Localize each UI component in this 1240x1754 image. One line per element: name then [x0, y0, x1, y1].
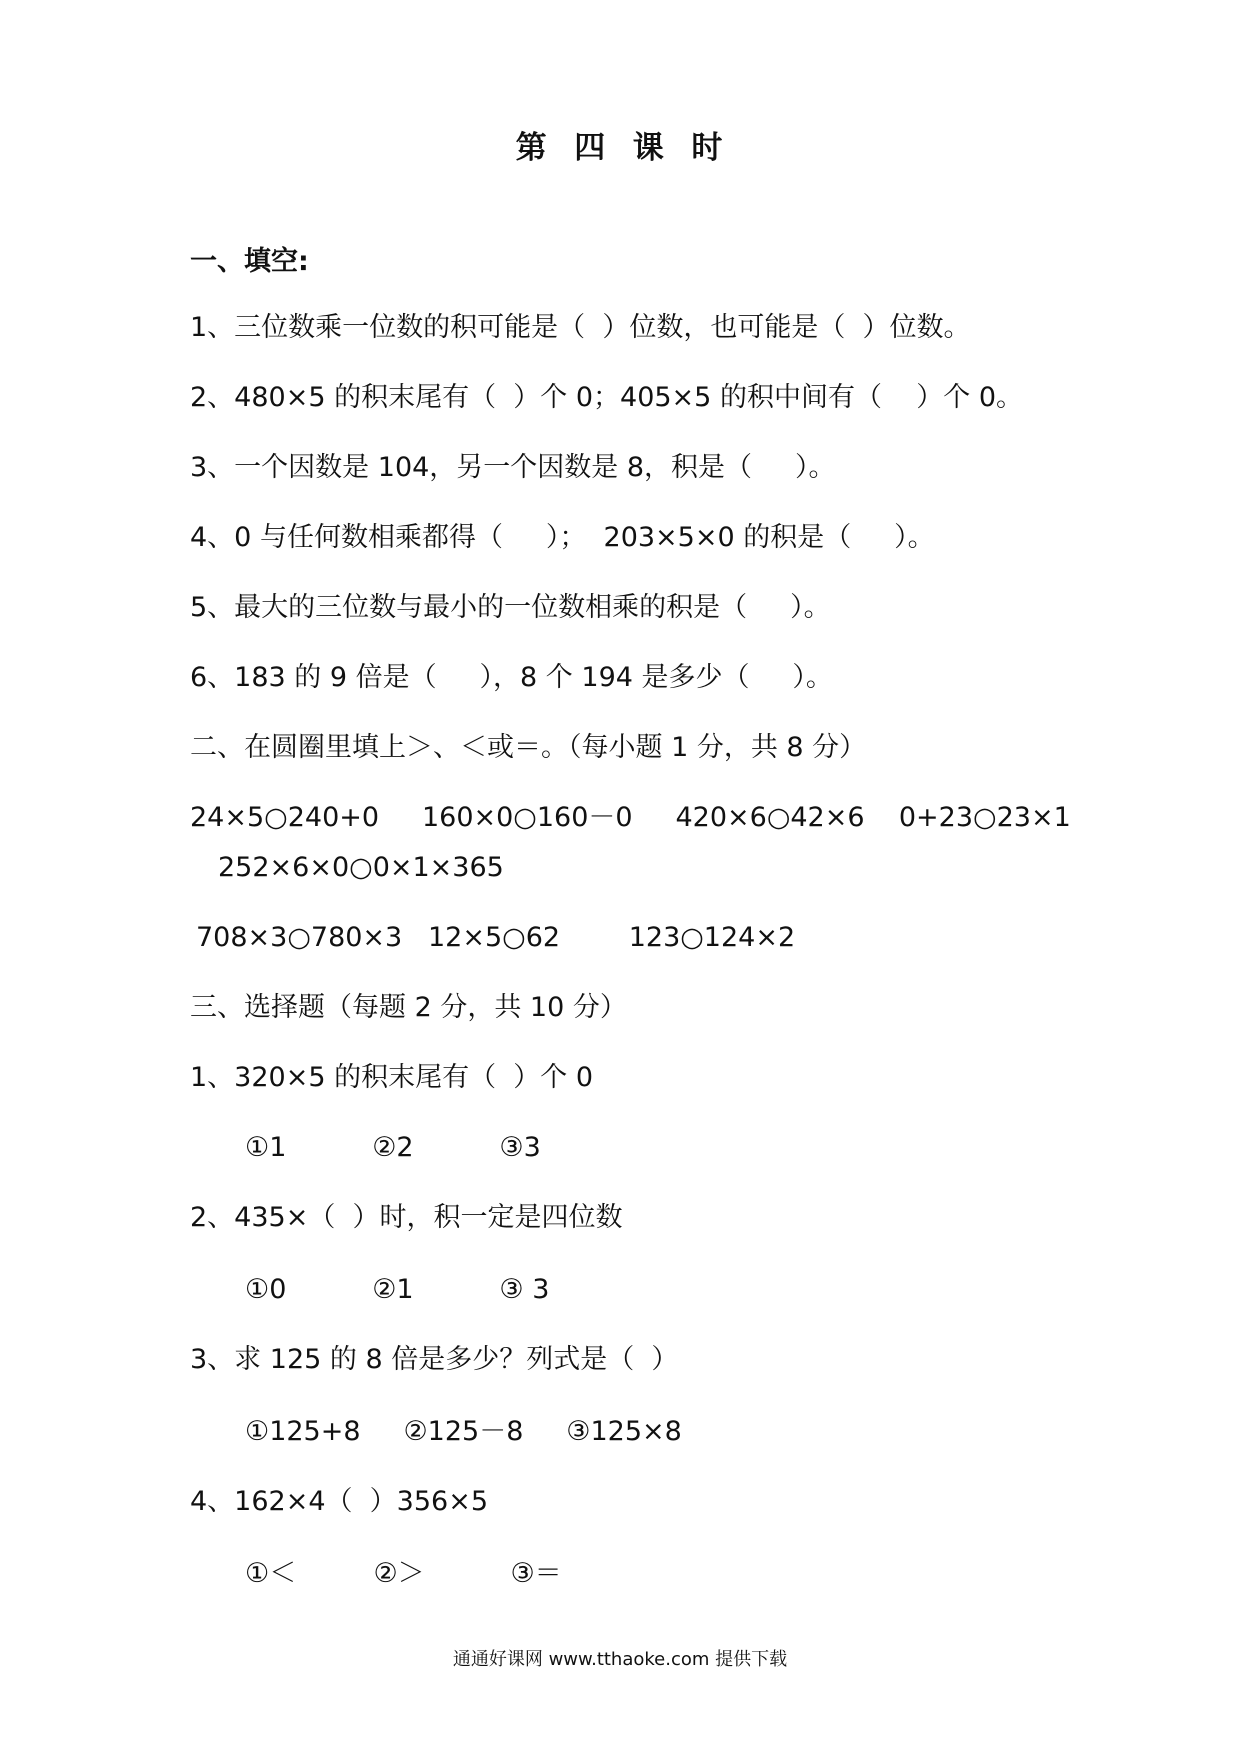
- section1-heading: 一、填空:: [190, 246, 309, 277]
- footer-credit: 通通好课网 www.tthaoke.com 提供下载: [452, 1649, 788, 1670]
- section2-heading: 二、在圆圈里填上＞、＜或＝。（每小题 1 分，共 8 分）: [190, 732, 867, 763]
- fill-item-5: 5、最大的三位数与最小的一位数相乘的积是（ ）。: [190, 592, 831, 623]
- fill-item-2: 2、480×5 的积末尾有（ ）个 0；405×5 的积中间有（ ）个 0。: [190, 382, 1024, 413]
- compare-row-3: 708×3○780×3 12×5○62 123○124×2: [196, 922, 796, 953]
- choice-options-3: ①125+8 ②125－8 ③125×8: [245, 1416, 682, 1447]
- choice-question-4: 4、162×4（ ）356×5: [190, 1486, 489, 1517]
- fill-item-1: 1、三位数乘一位数的积可能是（ ）位数，也可能是（ ）位数。: [190, 312, 971, 343]
- choice-question-3: 3、求 125 的 8 倍是多少？列式是（ ）: [190, 1344, 679, 1375]
- choice-options-1: ①1 ②2 ③3: [245, 1132, 541, 1163]
- section3-heading: 三、选择题（每题 2 分，共 10 分）: [190, 992, 627, 1023]
- fill-item-4: 4、0 与任何数相乘都得（ ）； 203×5×0 的积是（ ）。: [190, 522, 935, 553]
- fill-item-6: 6、183 的 9 倍是（ ），8 个 194 是多少（ ）。: [190, 662, 833, 693]
- compare-row-2: 252×6×0○0×1×365: [218, 852, 504, 883]
- choice-question-1: 1、320×5 的积末尾有（ ）个 0: [190, 1062, 594, 1093]
- choice-options-4: ①＜ ②＞ ③＝: [245, 1558, 562, 1589]
- page-title: 第 四 课 时: [515, 130, 725, 166]
- fill-item-3: 3、一个因数是 104，另一个因数是 8，积是（ ）。: [190, 452, 836, 483]
- choice-options-2: ①0 ②1 ③ 3: [245, 1274, 550, 1305]
- compare-row-1: 24×5○240+0 160×0○160－0 420×6○42×6 0+23○23×1: [190, 802, 1071, 833]
- choice-question-2: 2、435×（ ）时，积一定是四位数: [190, 1202, 623, 1233]
